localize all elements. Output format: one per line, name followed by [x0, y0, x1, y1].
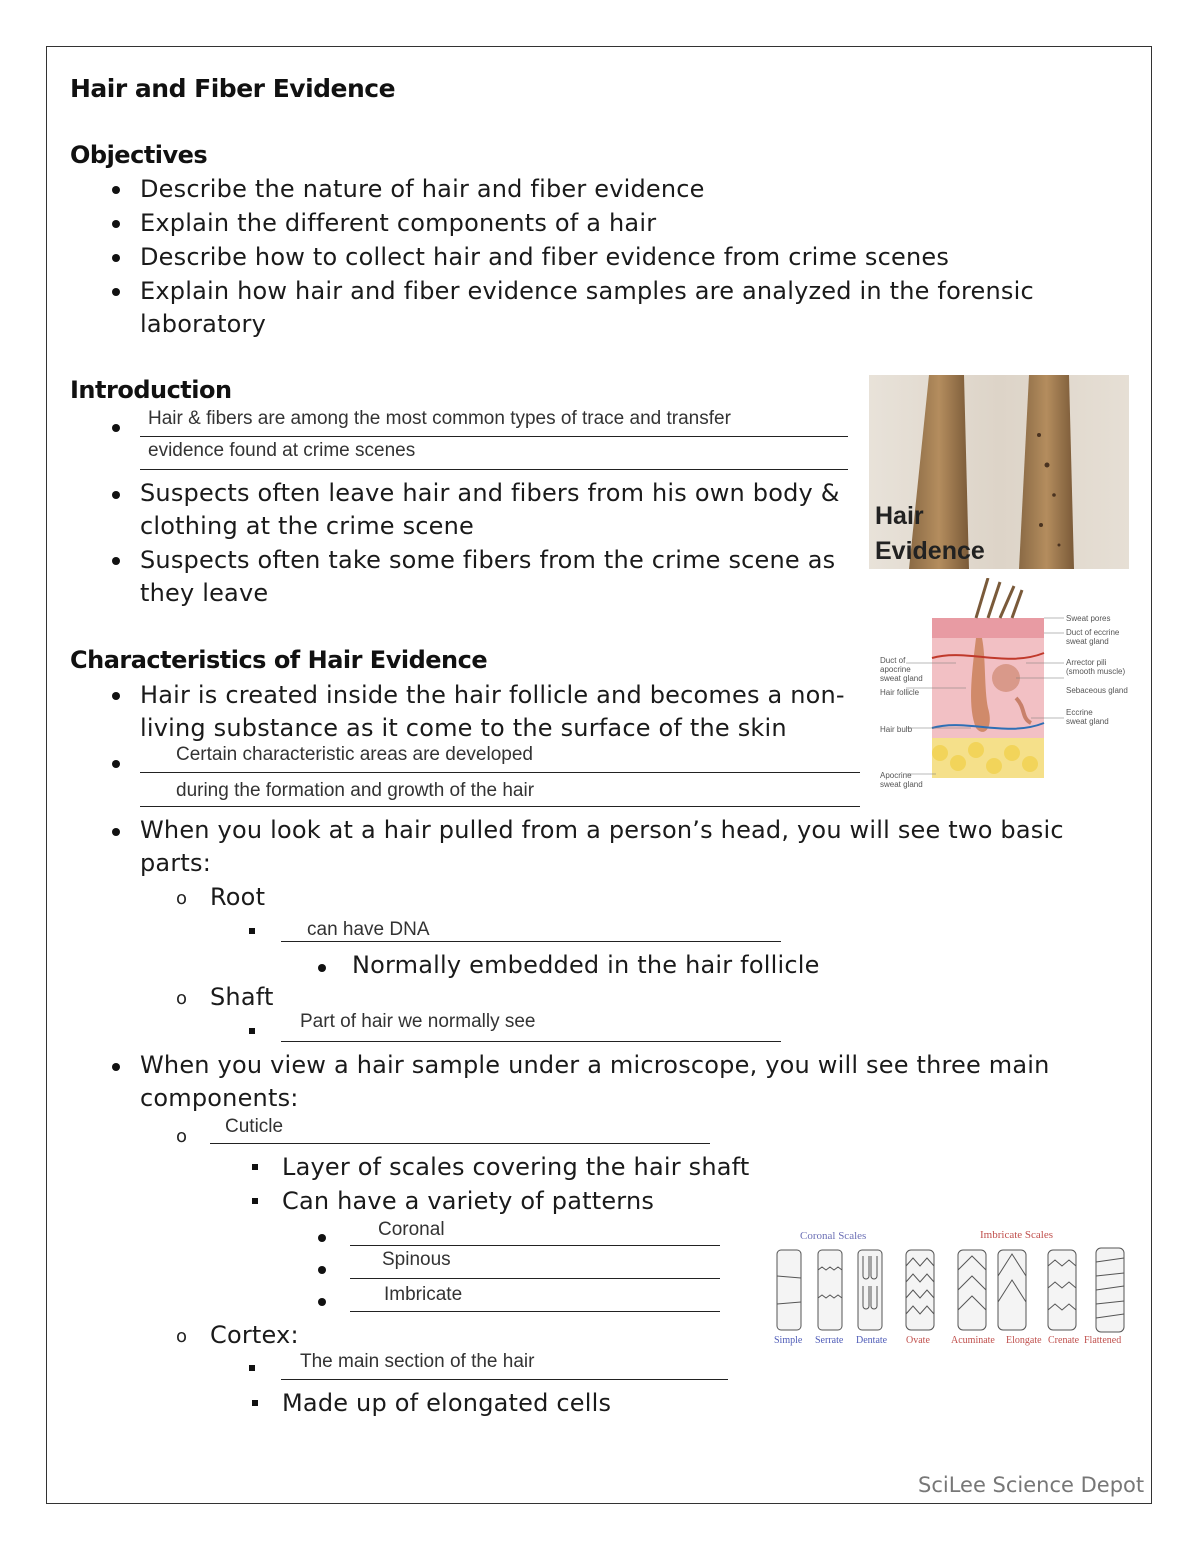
char-item: When you look at a hair pulled from a person’s head, you will see two basic [140, 816, 1064, 844]
answer-line [281, 941, 781, 942]
skin-label: Hair follicle [880, 688, 920, 697]
skin-label: sweat gland [1066, 637, 1109, 646]
skin-label: Apocrine [880, 771, 912, 780]
bullet [112, 1063, 120, 1071]
objective-item: Explain how hair and fiber evidence samples are analyzed in the forensic [140, 277, 1034, 305]
skin-label: sweat gland [1066, 717, 1109, 726]
char-item-cont: living substance as it come to the surface of the skin [140, 714, 787, 742]
scale-label: Ovate [906, 1335, 930, 1346]
bullet [112, 692, 120, 700]
answer-line [140, 469, 848, 470]
page-title: Hair and Fiber Evidence [70, 74, 396, 103]
cuticle-sub-item: Layer of scales covering the hair shaft [282, 1153, 750, 1181]
bullet [112, 220, 120, 228]
bullet [318, 1266, 326, 1274]
answer-line [350, 1311, 720, 1312]
bullet [112, 491, 120, 499]
circle-bullet: o [176, 988, 188, 1009]
skin-label: Duct of eccrine [1066, 628, 1120, 637]
root-label: Root [210, 883, 266, 911]
skin-label: sweat gland [880, 780, 923, 789]
skin-label: Arrector pili [1066, 658, 1107, 667]
intro-item: Suspects often take some fibers from the crime scene as [140, 546, 836, 574]
typed-answer: Hair & fibers are among the most common types of trace and transfer [148, 408, 731, 429]
answer-line [140, 436, 848, 437]
square-bullet [249, 1028, 255, 1034]
scale-label: Dentate [856, 1335, 888, 1346]
bullet [318, 964, 326, 972]
square-bullet [249, 928, 255, 934]
hair-evidence-image [869, 375, 1129, 569]
typed-answer: Imbricate [384, 1284, 463, 1305]
cortex-label: Cortex: [210, 1321, 299, 1349]
square-bullet [252, 1198, 258, 1204]
bullet [112, 424, 120, 432]
skin-label: Duct of [880, 656, 906, 665]
scale-label: Simple [774, 1335, 803, 1346]
hair-image-label-line1: Hair [875, 502, 924, 530]
typed-answer: Cuticle [225, 1116, 284, 1137]
objective-item-cont: laboratory [140, 310, 267, 338]
answer-line [281, 1041, 781, 1042]
objective-item: Describe the nature of hair and fiber evidence [140, 175, 705, 203]
objective-item: Describe how to collect hair and fiber evidence from crime scenes [140, 243, 950, 271]
introduction-heading: Introduction [70, 376, 232, 404]
footer-brand: SciLee Science Depot [918, 1473, 1145, 1497]
square-bullet [252, 1400, 258, 1406]
scale-label: Elongate [1006, 1335, 1042, 1346]
root-sub-item: Normally embedded in the hair follicle [352, 951, 820, 979]
scale-label: Crenate [1048, 1335, 1080, 1346]
skin-label: (smooth muscle) [1066, 667, 1126, 676]
circle-bullet: o [176, 1126, 188, 1147]
skin-label: sweat gland [880, 674, 923, 683]
intro-item-cont: clothing at the crime scene [140, 512, 475, 540]
answer-line [210, 1143, 710, 1144]
circle-bullet: o [176, 1326, 188, 1347]
scale-label: Flattened [1084, 1335, 1122, 1346]
typed-answer: Part of hair we normally see [300, 1011, 536, 1032]
scale-label: Acuminate [951, 1335, 995, 1346]
intro-item: Suspects often leave hair and fibers from his own body & [140, 479, 840, 507]
typed-answer: The main section of the hair [300, 1351, 535, 1372]
hair-image-label [875, 499, 985, 569]
skin-label: apocrine [880, 665, 911, 674]
char-item: Hair is created inside the hair follicle and becomes a non- [140, 681, 845, 709]
skin-label: Sebaceous gland [1066, 686, 1128, 695]
objective-item: Explain the different components of a hair [140, 209, 657, 237]
bullet [112, 557, 120, 565]
typed-answer: during the formation and growth of the hair [176, 780, 535, 801]
answer-line [350, 1278, 720, 1279]
skin-label: Eccrine [1066, 708, 1093, 717]
bullet [112, 288, 120, 296]
char-item-cont: components: [140, 1084, 299, 1112]
characteristics-heading: Characteristics of Hair Evidence [70, 646, 488, 674]
skin-label: Hair bulb [880, 725, 913, 734]
shaft-label: Shaft [210, 983, 274, 1011]
bullet [318, 1298, 326, 1306]
scale-label: Serrate [815, 1335, 844, 1346]
hair-image-label-line2: Evidence [875, 537, 985, 565]
char-item: When you view a hair sample under a microscope, you will see three main [140, 1051, 1050, 1079]
typed-answer: Certain characteristic areas are developed [176, 744, 533, 765]
cuticle-sub-item: Can have a variety of patterns [282, 1187, 655, 1215]
typed-answer: Coronal [378, 1219, 445, 1240]
bullet [112, 254, 120, 262]
skin-label: Sweat pores [1066, 614, 1111, 623]
answer-line [140, 806, 860, 807]
bullet [112, 828, 120, 836]
objectives-heading: Objectives [70, 141, 208, 169]
intro-item-cont: they leave [140, 579, 269, 607]
imbricate-scales-title: Imbricate Scales [980, 1229, 1053, 1241]
char-item-cont: parts: [140, 849, 212, 877]
square-bullet [252, 1164, 258, 1170]
answer-line [140, 772, 860, 773]
typed-answer: evidence found at crime scenes [148, 440, 416, 461]
circle-bullet: o [176, 888, 188, 909]
square-bullet [249, 1365, 255, 1371]
coronal-scales-title: Coronal Scales [800, 1230, 867, 1242]
scale-patterns-graphic [770, 1226, 1132, 1352]
typed-answer: can have DNA [307, 919, 430, 940]
answer-line [350, 1245, 720, 1246]
bullet [318, 1234, 326, 1242]
bullet [112, 186, 120, 194]
cortex-sub-item: Made up of elongated cells [282, 1389, 612, 1417]
typed-answer: Spinous [382, 1249, 451, 1270]
bullet [112, 760, 120, 768]
answer-line [281, 1379, 728, 1380]
scale-patterns-figure [770, 1226, 1132, 1352]
skin-diagram [876, 578, 1130, 796]
